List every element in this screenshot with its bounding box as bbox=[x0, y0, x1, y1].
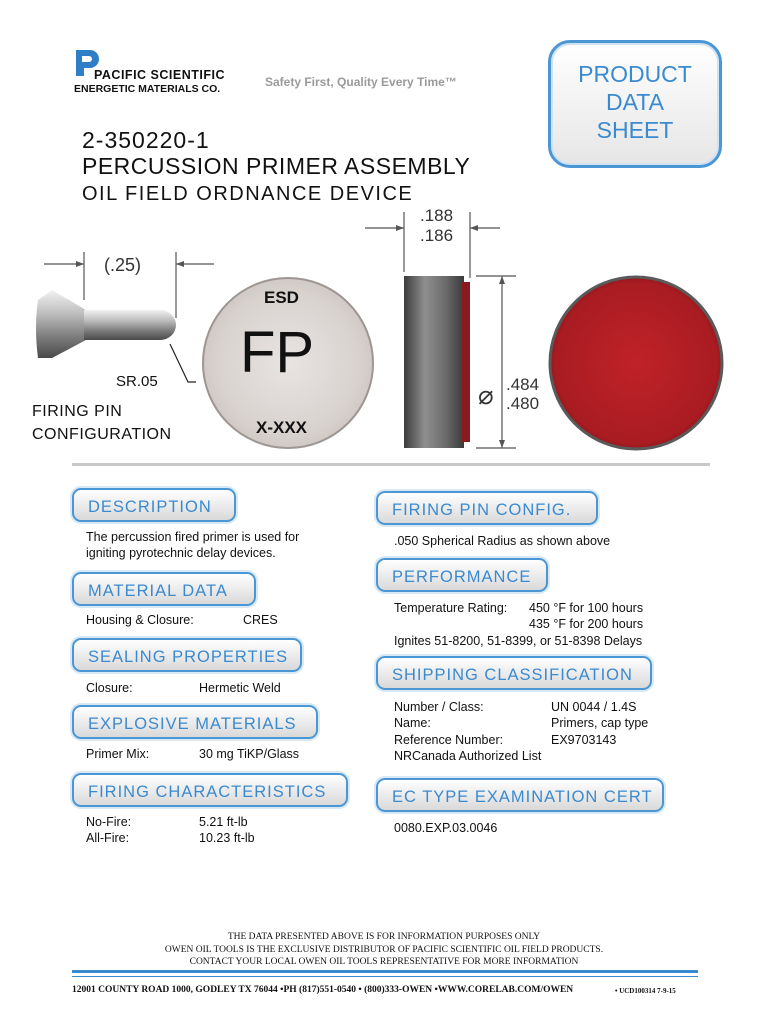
temperature-value-2: 435 °F for 200 hours bbox=[529, 617, 644, 631]
face-marking-fp: FP bbox=[240, 320, 315, 385]
company-name: PACIFIC SCIENTIFIC bbox=[94, 68, 225, 82]
footer-address: 12001 COUNTY ROAD 1000, GODLEY TX 76044 •PH (817)551-0540 • (800)333-OWEN •WWW.CORELAB.COM/OWEN bbox=[72, 985, 574, 995]
description-heading: DESCRIPTION bbox=[72, 488, 236, 522]
footer-rule-thick bbox=[72, 970, 698, 973]
footer-rule-thin bbox=[72, 976, 698, 977]
no-fire-value: 5.21 ft-lb bbox=[199, 815, 248, 829]
firing-pin-config-heading: FIRING PIN CONFIG. bbox=[376, 491, 598, 525]
shipping-name-value: Primers, cap type bbox=[551, 716, 649, 730]
company-subname: ENERGETIC MATERIALS CO. bbox=[74, 83, 221, 95]
part-number: 2-350220-1 bbox=[82, 127, 210, 153]
ec-cert-heading: EC TYPE EXAMINATION CERT bbox=[376, 778, 664, 812]
product-subtitle: OIL FIELD ORDNANCE DEVICE bbox=[82, 183, 414, 205]
description-line-2: igniting pyrotechnic delay devices. bbox=[86, 546, 276, 560]
shipping-number-label: Number / Class: bbox=[394, 700, 484, 714]
pin-caption-line-1: FIRING PIN bbox=[32, 403, 123, 420]
pin-config-line-1: .050 Spherical Radius as shown above bbox=[394, 534, 611, 548]
pin-length-dimension: (.25) bbox=[104, 255, 142, 275]
ec-cert-number: 0080.EXP.03.0046 bbox=[394, 821, 498, 835]
footer-note-3: CONTACT YOUR LOCAL OWEN OIL TOOLS REPRESENTATIVE FOR MORE INFORMATION bbox=[189, 957, 579, 967]
product-drawing bbox=[0, 0, 768, 470]
all-fire-label: All-Fire: bbox=[86, 831, 130, 845]
thickness-min: .186 bbox=[420, 226, 454, 245]
firing-characteristics-heading: FIRING CHARACTERISTICS bbox=[72, 773, 348, 807]
shipping-name-label: Name: bbox=[394, 716, 431, 730]
explosive-value: 30 mg TiKP/Glass bbox=[199, 747, 300, 761]
pin-radius-label: SR.05 bbox=[116, 373, 158, 390]
nrcanada-line: NRCanada Authorized List bbox=[394, 749, 542, 763]
performance-heading: PERFORMANCE bbox=[376, 558, 548, 592]
material-data-heading: MATERIAL DATA bbox=[72, 572, 256, 606]
temperature-value-1: 450 °F for 100 hours bbox=[529, 601, 644, 615]
shipping-number-value: UN 0044 / 1.4S bbox=[551, 700, 637, 714]
primer-side-drawing bbox=[365, 212, 516, 448]
reference-number-value: EX9703143 bbox=[551, 733, 617, 747]
diameter-min: .480 bbox=[506, 394, 540, 413]
sealing-label: Closure: bbox=[86, 681, 133, 695]
tagline: Safety First, Quality Every Time™ bbox=[265, 75, 457, 89]
shipping-classification-heading: SHIPPING CLASSIFICATION bbox=[376, 656, 652, 690]
face-marking-bottom: X-XXX bbox=[256, 418, 308, 437]
reference-number-label: Reference Number: bbox=[394, 733, 504, 747]
material-label: Housing & Closure: bbox=[86, 613, 194, 627]
explosive-label: Primer Mix: bbox=[86, 747, 150, 761]
section-divider bbox=[72, 463, 710, 466]
sealing-properties-heading: SEALING PROPERTIES bbox=[72, 638, 302, 672]
badge-line-3: SHEET bbox=[596, 117, 674, 143]
closure-drawing bbox=[550, 277, 722, 449]
footer-note-2: OWEN OIL TOOLS IS THE EXCLUSIVE DISTRIBUTOR OF PACIFIC SCIENTIFIC OIL FIELD PRODUCTS. bbox=[164, 945, 604, 955]
no-fire-label: No-Fire: bbox=[86, 815, 132, 829]
material-value: CRES bbox=[243, 613, 278, 627]
footer-document-code: • UCD100314 7-9-15 bbox=[615, 987, 676, 995]
sealing-value: Hermetic Weld bbox=[199, 681, 281, 695]
all-fire-value: 10.23 ft-lb bbox=[199, 831, 255, 845]
badge-line-1: PRODUCT bbox=[578, 61, 692, 87]
diameter-symbol: ⌀ bbox=[478, 380, 494, 410]
diameter-max: .484 bbox=[506, 375, 540, 394]
pin-caption-line-2: CONFIGURATION bbox=[32, 426, 172, 443]
product-title: PERCUSSION PRIMER ASSEMBLY bbox=[82, 153, 471, 179]
face-marking-top: ESD bbox=[264, 288, 299, 307]
explosive-materials-heading: EXPLOSIVE MATERIALS bbox=[72, 705, 318, 739]
description-line-1: The percussion fired primer is used for bbox=[86, 530, 300, 544]
temperature-label: Temperature Rating: bbox=[394, 601, 508, 615]
badge-line-2: DATA bbox=[606, 89, 664, 115]
thickness-max: .188 bbox=[420, 206, 454, 225]
ignites-line: Ignites 51-8200, 51-8399, or 51-8398 Delays bbox=[394, 634, 643, 648]
footer-note-1: THE DATA PRESENTED ABOVE IS FOR INFORMATION PURPOSES ONLY bbox=[227, 932, 541, 942]
